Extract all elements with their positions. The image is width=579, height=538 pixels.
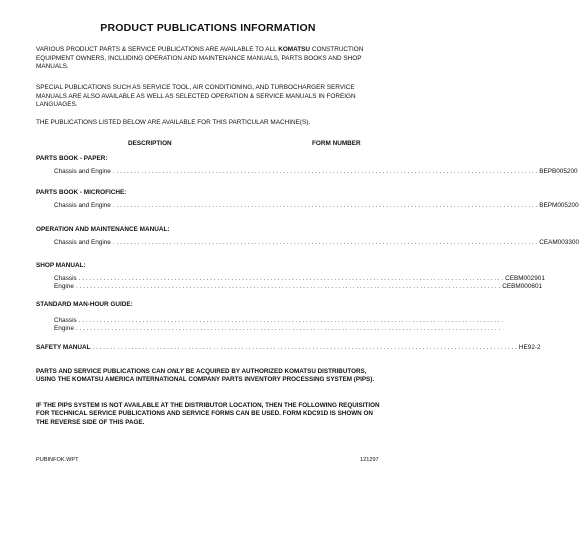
dot-leader: . . . . . . . . . . . . . . . . . . . . . . . . . . . . . . . . . . . . . . . . . . . . . . . . . . . . . . . . . . . . . . . . . . . . . . . . . . . . . . . . . . . . . . . . . . . . . . . . . . . . . . . . . . . . . . . . . . . . . . . . — [78, 275, 504, 282]
row-name: Chassis and Engine — [54, 202, 111, 209]
notice-text-before: PARTS AND SERVICE PUBLICATIONS CAN — [36, 368, 167, 375]
row-name: Chassis and Engine — [54, 239, 111, 246]
intro-text-before: VARIOUS PRODUCT PARTS & SERVICE PUBLICATIONS ARE AVAILABLE TO ALL — [36, 46, 279, 53]
publication-row — [54, 238, 579, 247]
row-form-number: BEPB005200 — [539, 168, 578, 175]
row-form-number: CEBM002901 — [505, 275, 545, 282]
dot-leader: . . . . . . . . . . . . . . . . . . . . . . . . . . . . . . . . . . . . . . . . . . . . . . . . . . . . . . . . . . . . . . . . . . . . . . . . . . . . . . . . . . . . . . . . . . . . . . . . . . . . . . . . . . . . . . . . . . . . . . . . — [112, 202, 538, 209]
row-form-number: CEBM000601 — [502, 283, 543, 290]
dot-leader: . . . . . . . . . . . . . . . . . . . . . . . . . . . . . . . . . . . . . . . . . . . . . . . . . . . . . . . . . . . . . . . . . . . . . . . . . . . . . . . . . . . . . . . . . . . . . . . . . . . . . . . . . . . . . . . . . . . . . . . . — [75, 283, 501, 290]
publication-row — [54, 324, 501, 333]
dot-leader: . . . . . . . . . . . . . . . . . . . . . . . . . . . . . . . . . . . . . . . . . . . . . . . . . . . . . . . . . . . . . . . . . . . . . . . . . . . . . . . . . . . . . . . . . . . . . . . . . . . . . . . . . . . . . . . . . . . . . . . . — [112, 168, 538, 175]
row-name: Chassis — [54, 317, 77, 324]
footer-filename: PUBINFOK.WPT — [36, 457, 79, 463]
section-heading-parts-microfiche: PARTS BOOK - MICROFICHE: — [36, 189, 127, 196]
listed-paragraph: THE PUBLICATIONS LISTED BELOW ARE AVAILABLE FOR THIS PARTICULAR MACHINE(S). — [36, 119, 311, 126]
intro-text-after: CONSTRUCTION EQUIPMENT OWNERS, INCLUDING OPERATION AND MAINTENANCE MANUALS, PARTS BOOKS AND SHOP MANUALS. — [36, 46, 364, 71]
section-heading-operation-maintenance: OPERATION AND MAINTENANCE MANUAL: — [36, 226, 170, 233]
row-name: Chassis and Engine — [54, 168, 111, 175]
section-heading-man-hour-guide: STANDARD MAN-HOUR GUIDE: — [36, 301, 133, 308]
safety-manual-label: SAFETY MANUAL — [36, 344, 91, 351]
footer-date-code: 121297 — [360, 457, 379, 463]
safety-manual-number: HE92-2 — [518, 344, 541, 351]
dot-leader: . . . . . . . . . . . . . . . . . . . . . . . . . . . . . . . . . . . . . . . . . . . . . . . . . . . . . . . . . . . . . . . . . . . . . . . . . . . . . . . . . . . . . . . . . . . . . . . . . . . . . . . . . . . . . . . . . . . . . . . . — [112, 239, 538, 246]
dot-leader: . . . . . . . . . . . . . . . . . . . . . . . . . . . . . . . . . . . . . . . . . . . . . . . . . . . . . . . . . . . . . . . . . . . . . . . . . . . . . . . . . . . . . . . . . . . . . . . . . . . . . . . . . . . . . . . . . . . . . . . . — [92, 344, 517, 351]
description-column-header: DESCRIPTION — [128, 140, 172, 147]
notice-pips: IF THE PIPS SYSTEM IS NOT AVAILABLE AT THE DISTRIBUTOR LOCATION, THEN THE FOLLOWING REQUISITION FOR TECHNICAL SERVICE PUBLICATIONS AND SERVICE FORMS CAN BE USED. FORM KDC91D IS SHOWN ON THE REVERSE SIDE OF THIS PAGE. — [36, 402, 380, 426]
intro-paragraph — [36, 46, 386, 72]
row-form-number: BEPM005200 — [539, 202, 579, 209]
publication-row — [54, 167, 578, 176]
row-form-number: CEAM003300 — [539, 239, 579, 246]
section-heading-parts-paper: PARTS BOOK - PAPER: — [36, 155, 108, 162]
form-number-column-header: FORM NUMBER — [312, 140, 361, 147]
row-name: Chassis — [54, 275, 77, 282]
dot-leader: . . . . . . . . . . . . . . . . . . . . . . . . . . . . . . . . . . . . . . . . . . . . . . . . . . . . . . . . . . . . . . . . . . . . . . . . . . . . . . . . . . . . . . . . . . . . . . . . . . . . . . . . . . . . . . . . . . . . . . . . — [78, 317, 504, 324]
notice-text-after: BE ACQUIRED BY AUTHORIZED KOMATSU DISTRIBUTORS, USING THE KOMATSU AMERICA INTERNATIONAL COMPANY PARTS INVENTORY PROCESSING SYSTEM (PIPS). — [36, 368, 375, 384]
section-heading-shop-manual: SHOP MANUAL: — [36, 262, 86, 269]
safety-manual-row — [36, 343, 541, 352]
dot-leader: . . . . . . . . . . . . . . . . . . . . . . . . . . . . . . . . . . . . . . . . . . . . . . . . . . . . . . . . . . . . . . . . . . . . . . . . . . . . . . . . . . . . . . . . . . . . . . . . . . . . . . . . . . . . . . . . . . . . . . . . — [75, 325, 501, 332]
notice-only-emphasis: ONLY — [166, 368, 184, 375]
page-title: PRODUCT PUBLICATIONS INFORMATION — [100, 22, 316, 34]
brand-name: KOMATSU — [278, 46, 311, 53]
notice-distributors — [36, 368, 382, 385]
row-name: Engine — [54, 283, 74, 290]
publication-row — [54, 201, 579, 210]
row-name: Engine — [54, 325, 74, 332]
publication-row — [54, 282, 543, 291]
special-paragraph: SPECIAL PUBLICATIONS SUCH AS SERVICE TOOL, AIR CONDITIONING, AND TURBOCHARGER SERVICE MANUALS ARE ALSO AVAILABLE AS WELL AS SELECTED OPERATION & SERVICE MANUALS IN FOREIGN LANGUAGES. — [36, 84, 356, 109]
